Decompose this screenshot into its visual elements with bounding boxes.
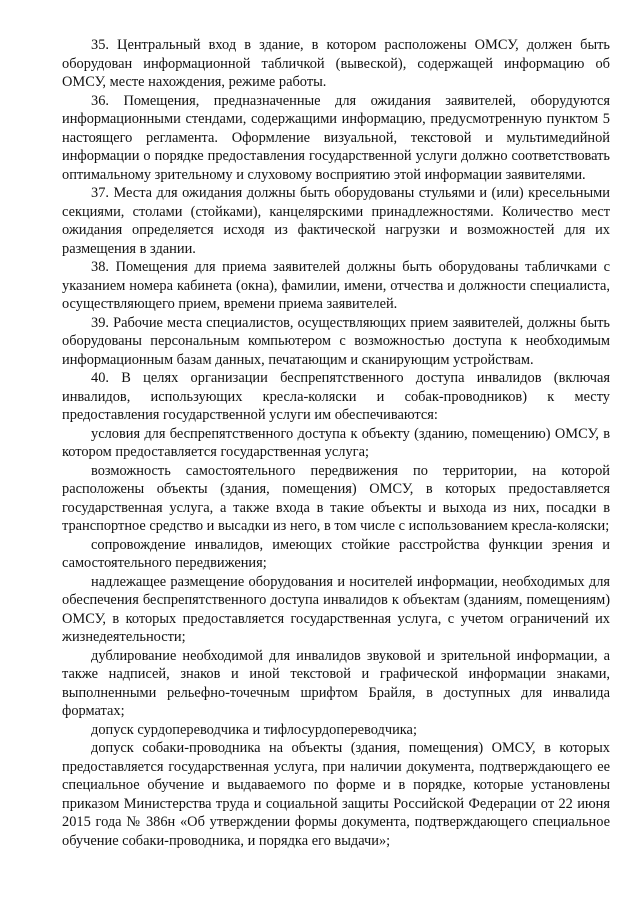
list-item-access-conditions: условия для беспрепятственного доступа к объекту (зданию, помещению) ОМСУ, в котором предоставляется государственная услуга; — [62, 425, 610, 460]
regulation-text — [62, 36, 610, 850]
list-item-escort: сопровождение инвалидов, имеющих стойкие расстройства функции зрения и самостоятельного передвижения; — [62, 536, 610, 571]
paragraph-40: 40. В целях организации беспрепятственного доступа инвалидов (включая инвалидов, использующих кресла-коляски и собак-проводников) к месту предоставления государственной услуги им обеспечиваются: — [62, 370, 610, 423]
paragraph-39: 39. Рабочие места специалистов, осуществляющих прием заявителей, должны быть оборудованы персональным компьютером с возможностью доступа к необходимым информационным базам данных, печатающим и сканирующим устройствам. — [62, 314, 610, 368]
list-item-sign-interpreter: допуск сурдопереводчика и тифлосурдопереводчика; — [91, 721, 417, 738]
paragraph-35: 35. Центральный вход в здание, в котором расположены ОМСУ, должен быть оборудован информационной табличкой (вывеской), содержащей информацию об ОМСУ, месте нахождения, режиме работы. — [62, 37, 610, 90]
list-item-information-duplication: дублирование необходимой для инвалидов звуковой и зрительной информации, а также надписей, знаков и иной текстовой и графической информации знаками, выполненными рельефно-точечным шрифтом Брайля, в доступных для инвалида форматах; — [62, 647, 610, 719]
paragraph-38: 38. Помещения для приема заявителей должны быть оборудованы табличками с указанием номера кабинета (окна), фамилии, имени, отчества и должности специалиста, осуществляющего прием, времени приема заявителей. — [62, 259, 610, 312]
paragraph-37: 37. Места для ожидания должны быть оборудованы стульями и (или) кресельными секциями, столами (стойками), канцелярскими принадлежностями. Количество мест ожидания определяется исходя из фактической нагрузки и возможностей для их размещения в здании. — [62, 185, 610, 257]
list-item-movement: возможность самостоятельного передвижения по территории, на которой расположены объекты (здания, помещения) ОМСУ, в которых предоставляется государственная услуга, а также входа в такие объекты и выхода из них, посадки в транспортное средство и высадки из него, в том числе с использованием кресла-коляски; — [62, 462, 610, 534]
paragraph-36: 36. Помещения, предназначенные для ожидания заявителей, оборудуются информационными стендами, содержащими информацию, предусмотренную пунктом 5 настоящего регламента. Оформление визуальной, текстовой и мультимедийной информации о порядке предоставления государственной услуги должно соответствовать оптимальному зрительному и слуховому восприятию этой информации заявителями. — [62, 92, 610, 183]
list-item-guide-dog: допуск собаки-проводника на объекты (здания, помещения) ОМСУ, в которых предоставляется государственная услуга, при наличии документа, подтверждающего ее специальное обучение и выдаваемого по форме и в порядке, которые установлены приказом Министерства труда и социальной защиты Российской Федерации от 22 июня 2015 года № 386н «Об утверждении формы документа, подтверждающего специальное обучение собаки-проводника, и порядка его выдачи»; — [62, 740, 610, 849]
list-item-equipment-placement: надлежащее размещение оборудования и носителей информации, необходимых для обеспечения беспрепятственного доступа инвалидов к объектам (зданиям, помещениям) ОМСУ, в которых предоставляется государственная услуга, с учетом ограничений их жизнедеятельности; — [62, 573, 610, 645]
